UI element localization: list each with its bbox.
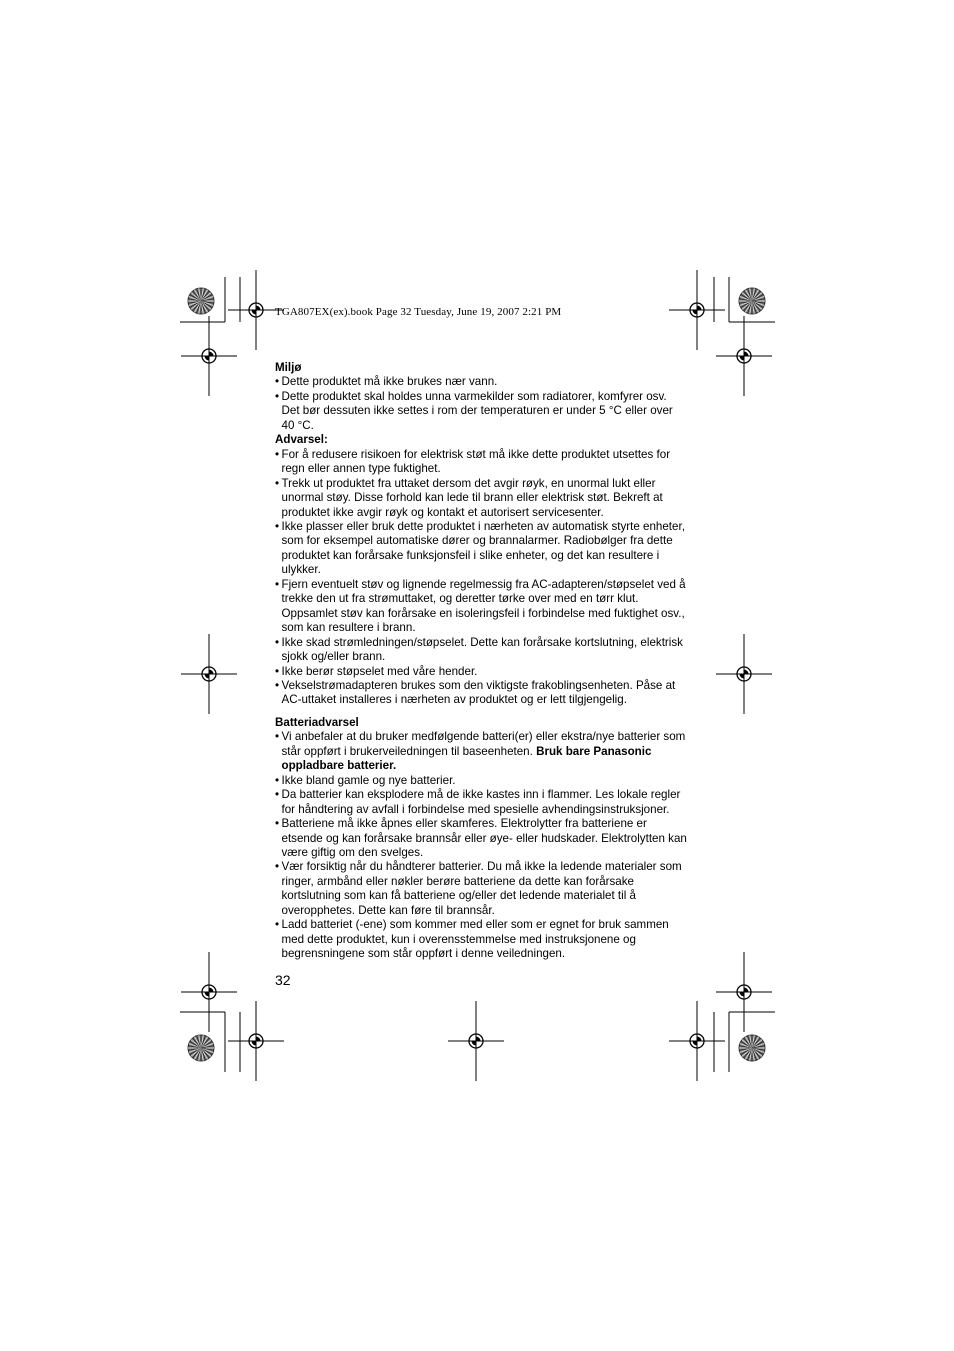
section-heading-batteriadvarsel: Batteriadvarsel bbox=[275, 715, 359, 729]
bullet-icon: • bbox=[275, 664, 280, 678]
registration-mark-icon bbox=[181, 952, 237, 1032]
registration-mark-icon bbox=[669, 270, 725, 350]
registration-mark-icon bbox=[181, 634, 237, 714]
registration-mark-icon bbox=[669, 1001, 725, 1081]
list-item: • Dette produktet må ikke brukes nær vann. bbox=[275, 375, 498, 389]
section-heading-advarsel: Advarsel: bbox=[275, 433, 328, 447]
registration-mark-icon bbox=[716, 634, 772, 714]
bullet-icon: • bbox=[275, 860, 280, 874]
bullet-icon: • bbox=[275, 678, 280, 692]
list-item: • Vi anbefaler at du bruker medfølgende batteri(er) eller ekstra/nye batterier som står oppført i brukerveiledningen til baseenheten. Bruk bare Panasonic oppladbare batterier. bbox=[275, 730, 686, 773]
page-number: 32 bbox=[275, 972, 291, 988]
star-target-icon bbox=[739, 1035, 765, 1061]
list-item: • Ladd batteriet (-ene) som kommer med eller som er egnet for bruk sammen med dette produktet, kun i overensstemmelse med instruksjonene og begrensningene som står oppført i denne veiledningen. bbox=[275, 918, 669, 961]
list-item: • Batteriene må ikke åpnes eller skamferes. Elektrolytter fra batteriene er etsende og kan forårsake brannsår eller øye- eller hudskader. Elektrolytten kan være giftig om den svelges. bbox=[275, 817, 687, 859]
bullet-icon: • bbox=[275, 730, 280, 744]
bullet-icon: • bbox=[275, 788, 280, 802]
bullet-icon: • bbox=[275, 519, 280, 533]
section-heading-miljo: Miljø bbox=[275, 361, 302, 374]
list-item: • Vær forsiktig når du håndterer batterier. Du må ikke la ledende materialer som ringer, armbånd eller nøkler berøre batteriene da dette kan forårsake kortslutning som kan få batteriene og/eller det ledende materialet til å overopphetes. Dette kan føre til brannsår. bbox=[275, 860, 682, 917]
registration-mark-icon bbox=[716, 316, 772, 396]
bullet-icon: • bbox=[275, 918, 280, 932]
star-target-icon bbox=[188, 288, 214, 314]
list-item: • Ikke bland gamle og nye batterier. bbox=[275, 773, 456, 787]
list-item: • Ikke plasser eller bruk dette produktet i nærheten av automatisk styrte enheter, som for eksempel automatiske dører og brannalarmer. Radiobølger fra dette produktet kan forårsake funksjonsfeil i slike enheter, og det kan resultere i ulykker. bbox=[275, 519, 685, 577]
list-item: • Ikke berør støpselet med våre hender. bbox=[275, 664, 478, 678]
list-item: • Fjern eventuelt støv og lignende regelmessig fra AC-adapteren/støpselet ved å trekke den ut fra strømuttaket, og deretter tørke over med en tørr klut. Oppsamlet støv kan forårsake en isoleringsfeil i forbindelse med fuktighet osv., som kan resultere i brann. bbox=[275, 577, 686, 635]
list-item: • Vekselstrømadapteren brukes som den viktigste frakoblingsenheten. Påse at AC-uttaket installeres i nærheten av produktet og er lett tilgjengelig. bbox=[275, 678, 676, 707]
bullet-icon: • bbox=[275, 817, 280, 831]
emphasis-text: Bruk bare Panasonic oppladbare batterier. bbox=[281, 744, 652, 773]
list-item: • Da batterier kan eksplodere må de ikke kastes inn i flammer. Les lokale regler for håndtering av avfall i forbindelse med spesielle avhendingsinstruksjoner. bbox=[275, 788, 681, 816]
registration-mark-icon bbox=[448, 1001, 504, 1081]
star-target-icon bbox=[739, 288, 765, 314]
print-file-info: TGA807EX(ex).book Page 32 Tuesday, June 19, 2007 2:21 PM bbox=[275, 306, 562, 318]
list-item: • Trekk ut produktet fra uttaket dersom det avgir røyk, en unormal lukt eller unormal støy. Disse forhold kan lede til brann eller elektrisk støt. Bekreft at produktet ikke avgir røyk og kontakt et autorisert servicesenter. bbox=[275, 476, 663, 519]
list-item: • Dette produktet skal holdes unna varmekilder som radiatorer, komfyrer osv. Det bør dessuten ikke settes i rom der temperaturen er under 5 °C eller over 40 °C. bbox=[275, 389, 673, 432]
registration-mark-icon bbox=[181, 316, 237, 396]
bullet-icon: • bbox=[275, 447, 280, 461]
list-item: • For å redusere risikoen for elektrisk støt må ikke dette produktet utsettes for regn eller annen type fuktighet. bbox=[275, 447, 671, 476]
star-target-icon bbox=[188, 1035, 214, 1061]
bullet-icon: • bbox=[275, 773, 280, 787]
bullet-icon: • bbox=[275, 577, 280, 591]
registration-mark-icon bbox=[228, 1001, 284, 1081]
bullet-icon: • bbox=[275, 389, 280, 403]
bullet-icon: • bbox=[275, 375, 280, 389]
page-content bbox=[275, 361, 687, 962]
bullet-icon: • bbox=[275, 635, 280, 649]
bullet-icon: • bbox=[275, 476, 280, 490]
list-item: • Ikke skad strømledningen/støpselet. Dette kan forårsake kortslutning, elektrisk sjokk og/eller brann. bbox=[275, 635, 683, 664]
registration-mark-icon bbox=[716, 952, 772, 1032]
